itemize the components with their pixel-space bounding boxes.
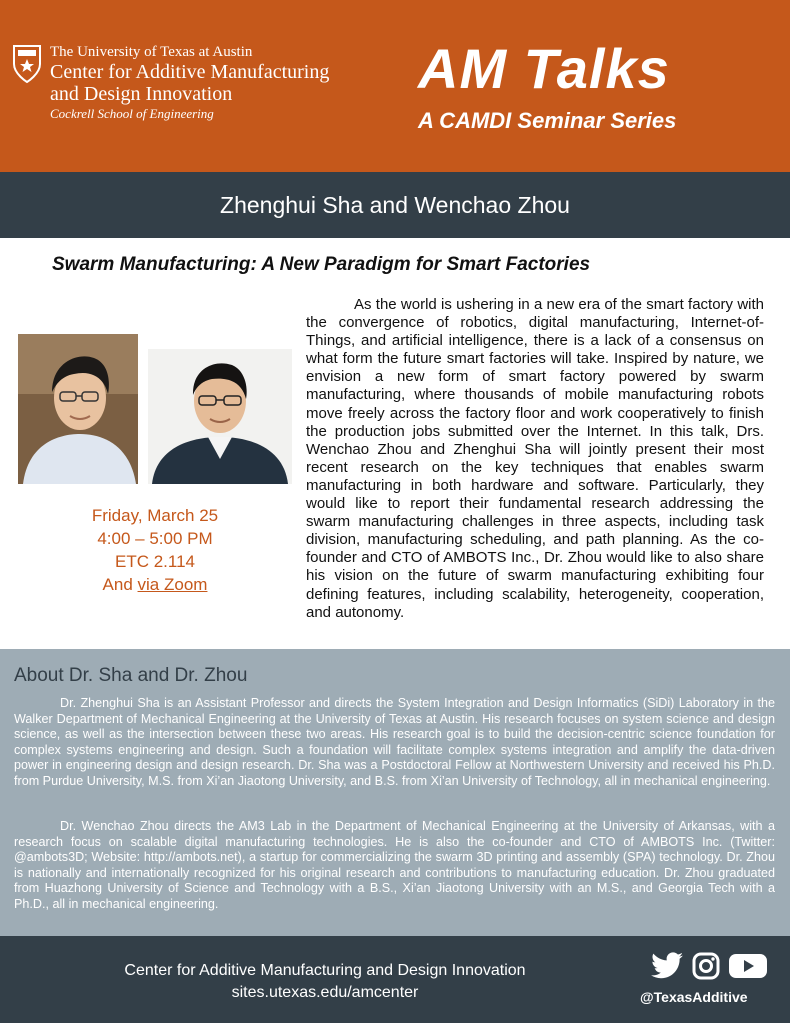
university-logo[interactable]	[12, 44, 329, 122]
social-icons	[650, 952, 768, 980]
talk-abstract: As the world is ushering in a new era of the smart factory with the convergence of robotics, digital manufacturing, Internet-of-Things, and artificial intelligence, there is a lack of a consensus on what form the future smart factories will take. Inspired by nature, we envision a new form of smart factory powered by swarm manufacturing, where thousands of mobile manufacturing robots move freely across the factory floor and work cooperatively to finish the production jobs submitted over the Internet. In this talk, Drs. Wenchao Zhou and Zhenghui Sha will jointly present their most recent research on the key techniques that enables swarm manufacturing in both hardware and software. Particularly, they would like to report their fundamental research addressing the swarm manufacturing challenges in three aspects, including task division, manufacturing scheduling, and path planning. As the co-founder and CTO of AMBOTS Inc., Dr. Zhou would like to also share his vision on the future of swarm manufacturing exhibiting four defining features, including scalability, heterogeneity, cooperation, and autonomy.	[306, 296, 764, 621]
instagram-icon[interactable]	[692, 952, 720, 980]
event-location: ETC 2.114	[114, 552, 195, 571]
speaker-names: Zhenghui Sha and Wenchao Zhou	[220, 191, 570, 218]
ut-shield-icon	[12, 44, 42, 84]
center-name-line1: Center for Additive Manufacturing	[50, 61, 330, 83]
university-name: The University of Texas at Austin	[50, 44, 253, 60]
series-subtitle: A CAMDI Seminar Series	[418, 108, 677, 133]
bio-sha: Dr. Zhenghui Sha is an Assistant Professor and directs the System Integration and Design Informatics (SiDi) Laboratory in the Walker Department of Mechanical Engineering at the University of Texas at Austin. His research focuses on system science and design science, as well as the intersection between these two areas. His research goal is to build the decision-centric science foundation for complex systems engineering and design. Such a foundation will facilitate complex systems integration and amplify the data-driven power in engineering design and design research. Dr. Sha was a Postdoctoral Fellow at Northwestern University and received his Ph.D. from Purdue University, M.S. from Xi’an Jiaotong University, and B.S. from Xi’an University of Technology, all in mechanical engineering.	[14, 696, 775, 788]
center-name-line2: and Design Innovation	[50, 83, 233, 105]
twitter-icon[interactable]	[650, 952, 684, 980]
and-text: And	[102, 575, 133, 594]
talk-title: Swarm Manufacturing: A New Paradigm for Smart Factories	[52, 254, 591, 275]
speaker-photo-sha	[18, 334, 138, 484]
event-time: 4:00 – 5:00 PM	[97, 529, 213, 548]
footer	[0, 936, 790, 1023]
speakers-bar	[0, 172, 790, 238]
school-name: Cockrell School of Engineering	[50, 106, 214, 121]
footer-center-name: Center for Additive Manufacturing and Design Innovation	[124, 962, 526, 979]
about-title: About Dr. Sha and Dr. Zhou	[14, 665, 248, 686]
footer-website-link[interactable]: sites.utexas.edu/amcenter	[231, 984, 419, 1001]
bio-zhou: Dr. Wenchao Zhou directs the AM3 Lab in the Department of Mechanical Engineering at the University of Arkansas, with a research focus on scalable digital manufacturing technologies. He is also the co-founder and CTO of AMBOTS Inc. (Twitter: @ambots3D; Website: http://ambots.net), a startup for commercializing the swarm 3D printing and assembly (SPA) technology. Dr. Zhou is nationally and internationally recognized for his original research and contributions to manufacturing education. Dr. Zhou graduated from Huazhong University of Science and Technology with a B.S., Xi’an Jiaotong University with an M.S., and Georgia Tech with a Ph.D., all in mechanical engineering.	[14, 819, 775, 911]
event-date: Friday, March 25	[91, 506, 219, 525]
event-details	[60, 504, 250, 596]
speaker-photo-zhou	[148, 349, 292, 484]
series-title: AM Talks	[418, 37, 670, 100]
speaker-photos	[18, 334, 292, 484]
about-section	[0, 649, 790, 936]
zoom-link[interactable]: via Zoom	[137, 575, 208, 594]
social-handle[interactable]: @TexasAdditive	[640, 989, 748, 1005]
event-zoom-line	[60, 573, 250, 596]
youtube-icon[interactable]	[728, 952, 768, 980]
header-banner	[0, 0, 790, 172]
